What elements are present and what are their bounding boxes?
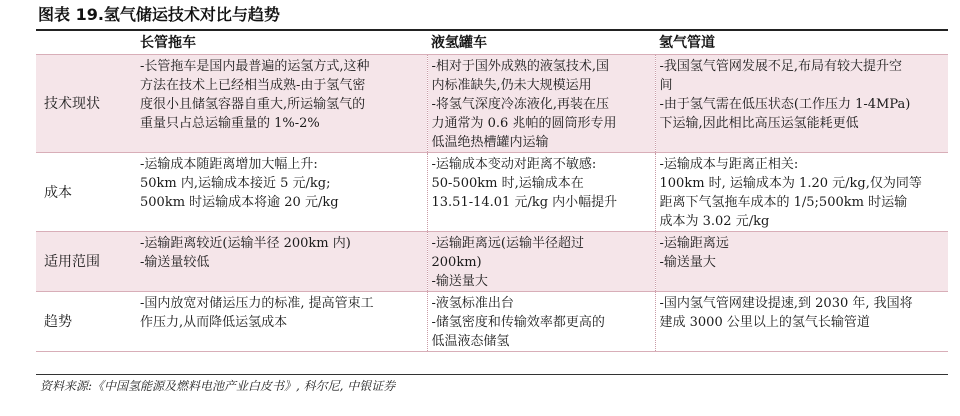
cell-line: 间 xyxy=(659,78,673,93)
cell-line: -长管拖车是国内最普遍的运氢方式,这种 xyxy=(140,59,370,74)
cell-line: -我国氢气管网发展不足,布局有较大提升空 xyxy=(659,59,903,74)
cell-line: 距离下气氢拖车成本的 1/5;500km 时运输 xyxy=(659,195,908,210)
cell-line: 100km 时, 运输成本为 1.20 元/kg,仅为同等 xyxy=(659,176,922,191)
figure-title: 图表 19.氢气储运技术对比与趋势 xyxy=(38,5,280,24)
cell-line: 内标准缺失,仍未大规模运用 xyxy=(431,78,592,93)
cell-line: 度很小且储氢容器自重大,所运输氢气的 xyxy=(140,97,366,112)
row-label: 适用范围 xyxy=(36,232,136,292)
header-row xyxy=(36,33,948,55)
cell-line: -将氢气深度冷冻液化,再装在压 xyxy=(431,97,610,112)
cell-line: -输送量大 xyxy=(431,274,488,289)
cell-line: -运输距离远(运输半径超过 xyxy=(431,236,584,251)
cell-line: -国内氢气管网建设提速,到 2030 年, 我国将 xyxy=(659,296,913,311)
cell-line: -运输距离远 xyxy=(659,236,729,251)
cell-line: 方法在技术上已经相当成熟-由于氢气密 xyxy=(140,78,366,93)
header-tube-trailer: 长管拖车 xyxy=(136,33,427,55)
cell-line: -运输距离较近(运输半径 200km 内) xyxy=(140,236,351,251)
row-label: 趋势 xyxy=(36,292,136,352)
cell-line: 50-500km 时,运输成本在 xyxy=(431,176,584,191)
table-cell xyxy=(136,153,427,232)
cell-line: 200km) xyxy=(431,255,482,270)
cell-line: 13.51-14.01 元/kg 内小幅提升 xyxy=(431,195,618,210)
source-note: 资料来源:《中国氢能源及燃料电池产业白皮书》, 科尔尼, 中银证券 xyxy=(40,379,396,393)
cell-line: 低温绝热槽罐内运输 xyxy=(431,135,549,150)
table-row xyxy=(36,153,948,232)
cell-line: -液氢标准出台 xyxy=(431,296,514,311)
cell-line: -运输成本与距离正相关: xyxy=(659,157,799,172)
table-cell xyxy=(655,55,948,153)
source-rule xyxy=(36,374,948,375)
cell-line: 500km 时运输成本将逾 20 元/kg xyxy=(140,195,339,210)
cell-line: -运输成本随距离增加大幅上升: xyxy=(140,157,318,172)
cell-line: 成本为 3.02 元/kg xyxy=(659,214,770,229)
cell-line: 下运输,因此相比高压运氢能耗更低 xyxy=(659,116,859,131)
table-cell xyxy=(136,232,427,292)
table-row xyxy=(36,232,948,292)
table-cell xyxy=(136,55,427,153)
cell-line: 50km 内,运输成本接近 5 元/kg; xyxy=(140,176,331,191)
cell-line: 力通常为 0.6 兆帕的圆筒形专用 xyxy=(431,116,617,131)
cell-line: 作压力,从而降低运氢成本 xyxy=(140,315,288,330)
table-cell xyxy=(655,153,948,232)
comparison-table xyxy=(36,33,948,352)
table-row xyxy=(36,292,948,352)
cell-line: -由于氢气需在低压状态(工作压力 1-4MPa) xyxy=(659,97,911,112)
table-cell xyxy=(655,232,948,292)
table-cell xyxy=(655,292,948,352)
title-rule xyxy=(36,29,948,31)
row-label: 成本 xyxy=(36,153,136,232)
table-cell xyxy=(427,292,655,352)
cell-line: -国内放宽对储运压力的标准, 提高管束工 xyxy=(140,296,374,311)
cell-line: -输送量大 xyxy=(659,255,716,270)
cell-line: -输送量较低 xyxy=(140,255,210,270)
header-hydrogen-pipeline: 氢气管道 xyxy=(655,33,948,55)
cell-line: -储氢密度和传输效率都更高的 xyxy=(431,315,605,330)
table-row xyxy=(36,55,948,153)
cell-line: 重量只占总运输重量的 1%-2% xyxy=(140,116,320,131)
header-liquid-hydrogen-tanker: 液氢罐车 xyxy=(427,33,655,55)
table-cell xyxy=(427,153,655,232)
cell-line: -相对于国外成熟的液氢技术,国 xyxy=(431,59,610,74)
cell-line: 建成 3000 公里以上的氢气长输管道 xyxy=(659,315,870,330)
table-cell xyxy=(427,232,655,292)
cell-line: 低温液态储氢 xyxy=(431,334,510,349)
table-cell xyxy=(427,55,655,153)
header-corner xyxy=(36,33,136,55)
row-label: 技术现状 xyxy=(36,55,136,153)
cell-line: -运输成本变动对距离不敏感: xyxy=(431,157,597,172)
table-cell xyxy=(136,292,427,352)
